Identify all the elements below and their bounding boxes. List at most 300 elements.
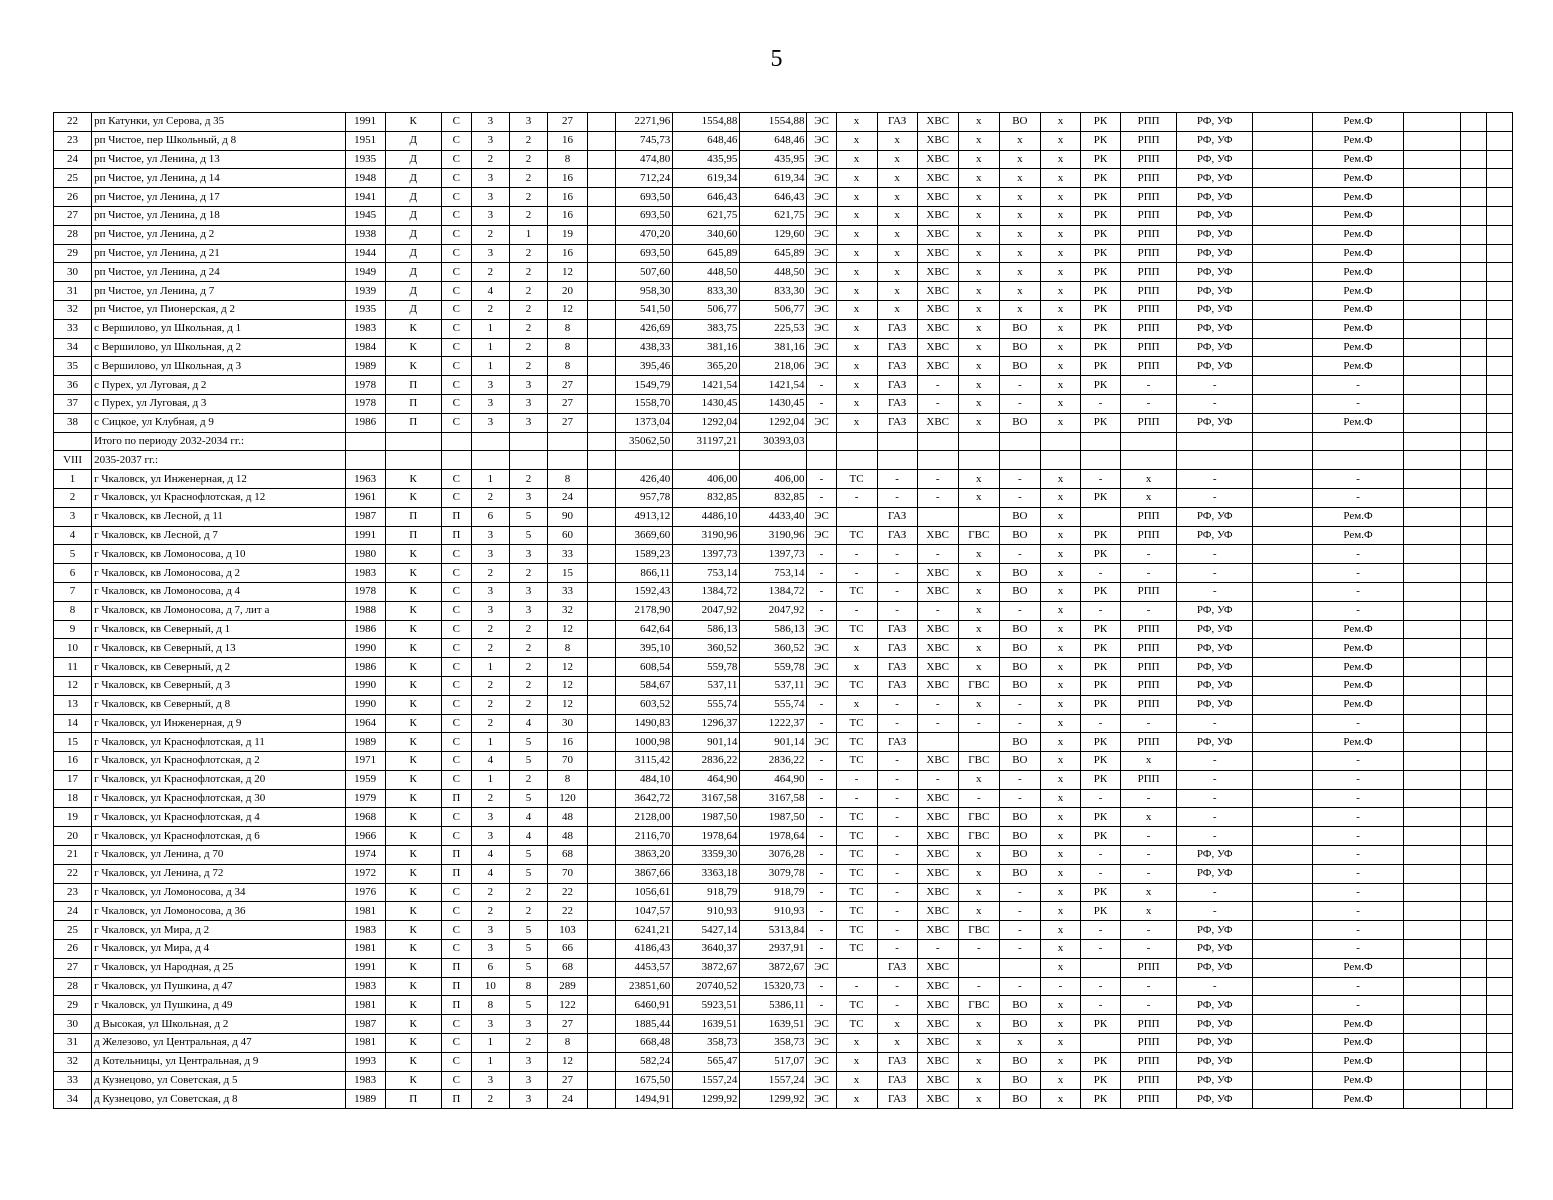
table-cell xyxy=(1253,526,1313,545)
table-cell: 3 xyxy=(509,1052,547,1071)
table-cell: РФ, УФ xyxy=(1177,113,1253,132)
table-cell: 2 xyxy=(471,902,509,921)
table-cell xyxy=(1403,376,1460,395)
table-cell: с Пурех, ул Луговая, д 3 xyxy=(92,394,346,413)
table-cell xyxy=(1460,150,1486,169)
table-cell: К xyxy=(385,864,441,883)
table-cell: - xyxy=(877,752,917,771)
table-cell: 395,10 xyxy=(616,639,673,658)
table-cell: х xyxy=(999,169,1040,188)
table-cell: 2 xyxy=(509,639,547,658)
table-cell xyxy=(1403,1034,1460,1053)
table-cell: 15 xyxy=(54,733,92,752)
table-cell: 2 xyxy=(471,488,509,507)
table-cell: - xyxy=(1313,864,1403,883)
table-cell xyxy=(1460,1052,1486,1071)
table-cell xyxy=(1403,714,1460,733)
table-cell xyxy=(1486,394,1512,413)
table-cell: 38 xyxy=(54,413,92,432)
table-cell: с Вершилово, ул Школьная, д 2 xyxy=(92,338,346,357)
table-cell: РК xyxy=(1080,545,1120,564)
table-cell: 832,85 xyxy=(740,488,807,507)
table-cell xyxy=(345,432,385,451)
table-cell: 1939 xyxy=(345,282,385,301)
table-cell xyxy=(1403,507,1460,526)
table-cell: 32 xyxy=(54,1052,92,1071)
table-cell: - xyxy=(807,601,836,620)
table-cell: С xyxy=(441,206,471,225)
table-cell: П xyxy=(385,526,441,545)
table-cell: 70 xyxy=(547,864,587,883)
table-cell xyxy=(1486,338,1512,357)
table-cell: РФ, УФ xyxy=(1177,263,1253,282)
table-cell: 648,46 xyxy=(673,131,740,150)
table-cell: 3079,78 xyxy=(740,864,807,883)
table-cell: ХВС xyxy=(917,150,958,169)
table-cell: 60 xyxy=(547,526,587,545)
table-cell: - xyxy=(807,977,836,996)
table-cell: РК xyxy=(1080,488,1120,507)
table-row xyxy=(54,1015,1513,1034)
table-cell: К xyxy=(385,752,441,771)
table-cell: 1292,04 xyxy=(673,413,740,432)
table-cell: 1421,54 xyxy=(740,376,807,395)
table-cell: К xyxy=(385,883,441,902)
table-row xyxy=(54,169,1513,188)
table-cell: 1979 xyxy=(345,789,385,808)
table-cell: - xyxy=(1177,470,1253,489)
table-cell: - xyxy=(1121,940,1177,959)
table-cell xyxy=(958,451,999,470)
table-cell xyxy=(1253,225,1313,244)
table-cell: х xyxy=(836,206,877,225)
table-cell: - xyxy=(1313,996,1403,1015)
table-cell: С xyxy=(441,338,471,357)
table-cell: ТС xyxy=(836,864,877,883)
table-cell: 1980 xyxy=(345,545,385,564)
table-cell: 12 xyxy=(547,676,587,695)
table-cell: х xyxy=(1121,808,1177,827)
table-row xyxy=(54,357,1513,376)
table-cell: 901,14 xyxy=(673,733,740,752)
table-cell: рп Чистое, ул Ленина, д 17 xyxy=(92,188,346,207)
table-cell: 537,11 xyxy=(673,676,740,695)
table-cell: - xyxy=(958,789,999,808)
table-cell: - xyxy=(877,470,917,489)
table-cell: 20 xyxy=(547,282,587,301)
table-cell xyxy=(1253,582,1313,601)
table-cell: 2 xyxy=(471,695,509,714)
table-cell: - xyxy=(877,808,917,827)
table-cell: 381,16 xyxy=(740,338,807,357)
table-cell: ХВС xyxy=(917,244,958,263)
table-cell: г Чкаловск, кв Северный, д 2 xyxy=(92,658,346,677)
table-cell: К xyxy=(385,846,441,865)
table-cell: 1 xyxy=(471,470,509,489)
table-cell: 2 xyxy=(509,300,547,319)
table-cell: х xyxy=(1040,526,1080,545)
table-cell xyxy=(1403,940,1460,959)
table-cell xyxy=(1486,770,1512,789)
table-cell: 712,24 xyxy=(616,169,673,188)
table-cell: 31197,21 xyxy=(673,432,740,451)
table-cell: 358,73 xyxy=(740,1034,807,1053)
table-cell: ХВС xyxy=(917,413,958,432)
table-cell: 3 xyxy=(471,921,509,940)
table-cell xyxy=(547,432,587,451)
table-cell xyxy=(1403,601,1460,620)
table-cell: х xyxy=(1040,695,1080,714)
table-cell xyxy=(1460,639,1486,658)
table-cell: 5 xyxy=(509,940,547,959)
table-cell: х xyxy=(1040,752,1080,771)
table-cell: ГАЗ xyxy=(877,526,917,545)
table-cell: 2128,00 xyxy=(616,808,673,827)
table-cell: - xyxy=(999,376,1040,395)
table-cell: 3 xyxy=(471,244,509,263)
table-cell: 645,89 xyxy=(740,244,807,263)
table-cell: х xyxy=(999,206,1040,225)
table-cell xyxy=(1403,432,1460,451)
table-cell: Д xyxy=(385,188,441,207)
table-cell xyxy=(1486,864,1512,883)
table-row xyxy=(54,1034,1513,1053)
table-cell: 24 xyxy=(547,488,587,507)
table-cell: РПП xyxy=(1121,958,1177,977)
table-cell: - xyxy=(1121,714,1177,733)
table-cell: х xyxy=(958,225,999,244)
table-cell: 12 xyxy=(547,1052,587,1071)
table-cell xyxy=(588,338,616,357)
table-cell: г Чкаловск, кв Лесной, д 11 xyxy=(92,507,346,526)
table-cell: П xyxy=(441,864,471,883)
table-cell: ХВС xyxy=(917,921,958,940)
table-cell: 27 xyxy=(547,413,587,432)
table-cell xyxy=(1253,263,1313,282)
table-cell: 3359,30 xyxy=(673,846,740,865)
table-cell: 16 xyxy=(547,131,587,150)
table-cell: 27 xyxy=(547,1015,587,1034)
table-cell: 2 xyxy=(509,206,547,225)
table-cell: РФ, УФ xyxy=(1177,282,1253,301)
table-cell: 507,60 xyxy=(616,263,673,282)
table-cell: 2 xyxy=(509,564,547,583)
table-body xyxy=(54,113,1513,1109)
table-cell xyxy=(1253,864,1313,883)
table-cell: 1978,64 xyxy=(673,827,740,846)
table-cell: 2 xyxy=(509,902,547,921)
table-cell: - xyxy=(1313,883,1403,902)
table-cell: 9 xyxy=(54,620,92,639)
table-cell: - xyxy=(1121,545,1177,564)
table-cell: х xyxy=(836,658,877,677)
table-cell: С xyxy=(441,150,471,169)
table-cell xyxy=(1313,451,1403,470)
table-row xyxy=(54,620,1513,639)
table-cell: РФ, УФ xyxy=(1177,958,1253,977)
table-cell: РПП xyxy=(1121,131,1177,150)
table-cell: д Котельницы, ул Центральная, д 9 xyxy=(92,1052,346,1071)
table-cell xyxy=(1403,244,1460,263)
table-cell: - xyxy=(1313,752,1403,771)
table-cell: ТС xyxy=(836,1015,877,1034)
table-cell: С xyxy=(441,357,471,376)
table-cell: г Чкаловск, ул Краснофлотская, д 6 xyxy=(92,827,346,846)
table-cell: - xyxy=(807,714,836,733)
table-cell xyxy=(1253,940,1313,959)
table-cell: ХВС xyxy=(917,1071,958,1090)
table-cell: Рем.Ф xyxy=(1313,319,1403,338)
table-cell: ХВС xyxy=(917,263,958,282)
table-cell: х xyxy=(1040,545,1080,564)
table-cell: 48 xyxy=(547,808,587,827)
table-cell: - xyxy=(1177,582,1253,601)
table-cell: П xyxy=(441,507,471,526)
table-cell: ЭС xyxy=(807,263,836,282)
table-cell: 5427,14 xyxy=(673,921,740,940)
table-cell: 2 xyxy=(509,188,547,207)
table-row xyxy=(54,846,1513,865)
table-cell xyxy=(588,225,616,244)
table-cell: х xyxy=(877,300,917,319)
table-cell: 122 xyxy=(547,996,587,1015)
table-cell: 2 xyxy=(509,244,547,263)
table-row xyxy=(54,319,1513,338)
table-cell: ВО xyxy=(999,1090,1040,1109)
table-cell: х xyxy=(877,169,917,188)
table-cell: К xyxy=(385,1071,441,1090)
table-cell: С xyxy=(441,188,471,207)
table-row xyxy=(54,188,1513,207)
table-cell: 1421,54 xyxy=(673,376,740,395)
table-cell: - xyxy=(1177,564,1253,583)
table-cell: РФ, УФ xyxy=(1177,639,1253,658)
table-cell xyxy=(1486,1052,1512,1071)
table-cell: 1978 xyxy=(345,376,385,395)
table-cell xyxy=(588,244,616,263)
table-cell: 30393,03 xyxy=(740,432,807,451)
table-cell: 33 xyxy=(54,1071,92,1090)
table-cell: - xyxy=(877,846,917,865)
table-cell: Д xyxy=(385,131,441,150)
table-cell xyxy=(1403,206,1460,225)
table-cell xyxy=(1253,620,1313,639)
table-cell: РК xyxy=(1080,263,1120,282)
table-cell: - xyxy=(1121,394,1177,413)
table-cell xyxy=(1486,789,1512,808)
table-cell: - xyxy=(1121,827,1177,846)
table-cell: 2 xyxy=(471,789,509,808)
table-cell: х xyxy=(1040,1090,1080,1109)
table-cell xyxy=(1486,676,1512,695)
table-cell xyxy=(1486,582,1512,601)
table-cell: 4 xyxy=(509,827,547,846)
table-cell xyxy=(1403,864,1460,883)
table-cell: х xyxy=(1040,131,1080,150)
table-cell xyxy=(588,1034,616,1053)
table-cell: 1959 xyxy=(345,770,385,789)
table-cell: 1296,37 xyxy=(673,714,740,733)
table-cell: г Чкаловск, ул Мира, д 2 xyxy=(92,921,346,940)
table-cell: - xyxy=(807,470,836,489)
table-row xyxy=(54,507,1513,526)
table-cell: 3076,28 xyxy=(740,846,807,865)
table-cell: х xyxy=(958,545,999,564)
table-cell: РФ, УФ xyxy=(1177,413,1253,432)
table-cell: П xyxy=(441,526,471,545)
table-cell: ВО xyxy=(999,1071,1040,1090)
table-cell: ЭС xyxy=(807,620,836,639)
table-cell: ГВС xyxy=(958,827,999,846)
table-cell: 1558,70 xyxy=(616,394,673,413)
table-cell xyxy=(1460,451,1486,470)
table-cell: х xyxy=(1040,940,1080,959)
table-cell xyxy=(588,789,616,808)
table-cell xyxy=(1177,451,1253,470)
table-cell: К xyxy=(385,921,441,940)
table-cell: 3669,60 xyxy=(616,526,673,545)
table-cell: х xyxy=(836,357,877,376)
table-cell: 537,11 xyxy=(740,676,807,695)
table-cell: 1983 xyxy=(345,1071,385,1090)
table-cell xyxy=(1460,940,1486,959)
table-cell: 5 xyxy=(509,733,547,752)
table-cell xyxy=(588,206,616,225)
table-cell: РК xyxy=(1080,188,1120,207)
table-cell: д Железово, ул Центральная, д 47 xyxy=(92,1034,346,1053)
table-cell: - xyxy=(1177,883,1253,902)
table-cell: 2 xyxy=(509,620,547,639)
table-cell: х xyxy=(958,263,999,282)
table-cell xyxy=(588,488,616,507)
table-cell xyxy=(1403,977,1460,996)
table-cell: рп Чистое, ул Ленина, д 7 xyxy=(92,282,346,301)
table-cell xyxy=(1460,601,1486,620)
table-cell: - xyxy=(877,902,917,921)
table-row xyxy=(54,639,1513,658)
table-cell: 2 xyxy=(471,676,509,695)
table-row xyxy=(54,1052,1513,1071)
table-cell: Рем.Ф xyxy=(1313,1071,1403,1090)
table-cell: 957,78 xyxy=(616,488,673,507)
table-cell: х xyxy=(958,639,999,658)
table-cell: 3 xyxy=(471,1015,509,1034)
table-cell: - xyxy=(1080,601,1120,620)
table-cell: П xyxy=(441,1090,471,1109)
table-cell: ХВС xyxy=(917,300,958,319)
table-cell: - xyxy=(836,977,877,996)
table-cell: Рем.Ф xyxy=(1313,300,1403,319)
table-cell: - xyxy=(807,921,836,940)
table-cell xyxy=(588,113,616,132)
table-row xyxy=(54,394,1513,413)
table-cell: - xyxy=(1121,564,1177,583)
table-cell: РФ, УФ xyxy=(1177,1090,1253,1109)
table-cell: 22 xyxy=(547,883,587,902)
table-cell xyxy=(588,394,616,413)
table-cell: РПП xyxy=(1121,169,1177,188)
table-cell: г Чкаловск, ул Пушкина, д 47 xyxy=(92,977,346,996)
table-cell: - xyxy=(807,752,836,771)
table-cell: С xyxy=(441,1034,471,1053)
table-cell: 753,14 xyxy=(673,564,740,583)
table-cell: 103 xyxy=(547,921,587,940)
table-cell: 4186,43 xyxy=(616,940,673,959)
table-cell: х xyxy=(958,413,999,432)
table-row xyxy=(54,827,1513,846)
table-cell: 4 xyxy=(509,714,547,733)
table-cell: 1945 xyxy=(345,206,385,225)
table-cell: 1 xyxy=(471,733,509,752)
table-cell: г Чкаловск, кв Ломоносова, д 4 xyxy=(92,582,346,601)
table-cell: х xyxy=(836,338,877,357)
table-cell xyxy=(1460,977,1486,996)
table-cell xyxy=(588,263,616,282)
table-cell: РК xyxy=(1080,752,1120,771)
table-cell xyxy=(1253,883,1313,902)
table-cell: К xyxy=(385,1052,441,1071)
table-cell: П xyxy=(385,376,441,395)
table-cell: 12 xyxy=(547,263,587,282)
table-row xyxy=(54,300,1513,319)
table-cell xyxy=(1403,282,1460,301)
table-cell: ХВС xyxy=(917,1015,958,1034)
table-cell: х xyxy=(877,150,917,169)
table-cell: РПП xyxy=(1121,770,1177,789)
table-cell: - xyxy=(1080,564,1120,583)
table-cell xyxy=(588,601,616,620)
table-cell xyxy=(1403,1052,1460,1071)
table-cell: 2271,96 xyxy=(616,113,673,132)
table-cell: ЭС xyxy=(807,676,836,695)
table-cell: 1987,50 xyxy=(740,808,807,827)
table-cell: 646,43 xyxy=(740,188,807,207)
table-cell: 68 xyxy=(547,846,587,865)
table-cell: 16 xyxy=(547,733,587,752)
table-cell: 26 xyxy=(54,188,92,207)
table-cell: Д xyxy=(385,244,441,263)
table-cell xyxy=(1460,846,1486,865)
table-cell: 1494,91 xyxy=(616,1090,673,1109)
table-cell: - xyxy=(999,770,1040,789)
table-row xyxy=(54,376,1513,395)
table-cell: ГВС xyxy=(958,996,999,1015)
table-cell: г Чкаловск, ул Народная, д 25 xyxy=(92,958,346,977)
table-cell: - xyxy=(1080,789,1120,808)
table-cell: 34 xyxy=(54,1090,92,1109)
table-cell: 1 xyxy=(54,470,92,489)
table-cell: 17 xyxy=(54,770,92,789)
table-cell xyxy=(1403,582,1460,601)
table-cell: 1299,92 xyxy=(740,1090,807,1109)
table-cell: 435,95 xyxy=(673,150,740,169)
table-row xyxy=(54,451,1513,470)
table-cell: РФ, УФ xyxy=(1177,169,1253,188)
table-cell: г Чкаловск, ул Краснофлотская, д 4 xyxy=(92,808,346,827)
table-cell xyxy=(1403,658,1460,677)
table-cell: 608,54 xyxy=(616,658,673,677)
table-cell: - xyxy=(917,601,958,620)
table-cell: ЭС xyxy=(807,526,836,545)
table-cell: 1988 xyxy=(345,601,385,620)
table-cell: С xyxy=(441,770,471,789)
table-cell: - xyxy=(1177,714,1253,733)
table-cell: 10 xyxy=(54,639,92,658)
table-cell: 1961 xyxy=(345,488,385,507)
table-cell xyxy=(1403,639,1460,658)
table-cell xyxy=(1253,376,1313,395)
table-cell: 70 xyxy=(547,752,587,771)
